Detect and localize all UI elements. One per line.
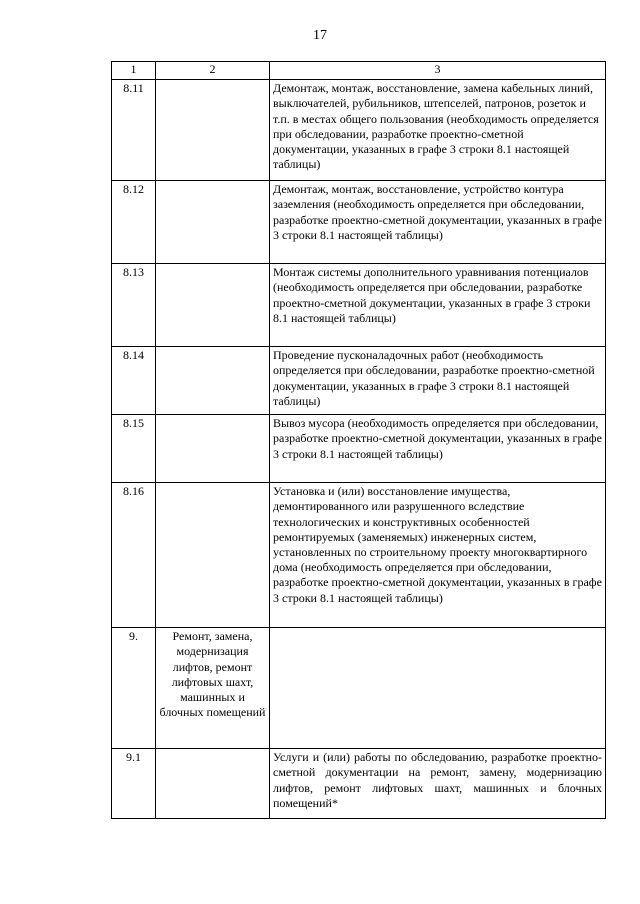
table-header-row [112, 62, 606, 80]
row-description: Услуги и (или) работы по обследованию, разработке проектно-сметной документации на ремонт, замену, модернизацию лифтов, ремонт лифтовых шахт, машинных и блочных помещений* [270, 749, 606, 819]
row-description: Демонтаж, монтаж, восстановление, устройство контура заземления (необходимость определяется при обследовании, разработке проектно-сметной документации, указанных в графе 3 строки 8.1 настоящей таблицы) [270, 181, 606, 264]
row-number: 8.16 [112, 483, 156, 628]
row-number: 8.11 [112, 80, 156, 181]
row-number: 9.1 [112, 749, 156, 819]
row-number: 8.14 [112, 347, 156, 415]
table-row [112, 347, 606, 415]
table-row [112, 80, 606, 181]
row-description [270, 628, 606, 749]
row-description: Вывоз мусора (необходимость определяется при обследовании, разработке проектно-сметной документации, указанных в графе 3 строки 8.1 настоящей таблицы) [270, 415, 606, 483]
row-number: 9. [112, 628, 156, 749]
header-cell-2: 2 [156, 62, 270, 80]
row-number: 8.15 [112, 415, 156, 483]
works-table [111, 61, 606, 819]
table-row [112, 749, 606, 819]
row-name [156, 347, 270, 415]
row-name [156, 264, 270, 347]
row-number: 8.13 [112, 264, 156, 347]
table-row [112, 264, 606, 347]
header-cell-1: 1 [112, 62, 156, 80]
row-description: Проведение пусконаладочных работ (необходимость определяется при обследовании, разработке проектно-сметной документации, указанных в графе 3 строки 8.1 настоящей таблицы) [270, 347, 606, 415]
row-name [156, 181, 270, 264]
table-row [112, 181, 606, 264]
row-description: Демонтаж, монтаж, восстановление, замена кабельных линий, выключателей, рубильников, штепселей, патронов, розеток и т.п. в местах общего пользования (необходимость определяется при обследовании, разработке проектно-сметной документации, указанных в графе 3 строки 8.1 настоящей таблицы) [270, 80, 606, 181]
page-number: 17 [313, 28, 327, 43]
row-description: Установка и (или) восстановление имущества, демонтированного или разрушенного вследствие технологических и конструктивных особенностей ремонтируемых (заменяемых) инженерных систем, установленных по строительному проекту многоквартирного дома (необходимость определяется при обследовании, разработке проектно-сметной документации, указанных в графе 3 строки 8.1 настоящей таблицы) [270, 483, 606, 628]
table-row [112, 483, 606, 628]
row-number: 8.12 [112, 181, 156, 264]
row-name [156, 749, 270, 819]
header-cell-3: 3 [270, 62, 606, 80]
row-name [156, 483, 270, 628]
row-name [156, 415, 270, 483]
table-row [112, 415, 606, 483]
row-name: Ремонт, замена, модернизация лифтов, ремонт лифтовых шахт, машинных и блочных помещений [156, 628, 270, 749]
row-description: Монтаж системы дополнительного уравнивания потенциалов (необходимость определяется при обследовании, разработке проектно-сметной документации, указанных в графе 3 строки 8.1 настоящей таблицы) [270, 264, 606, 347]
row-name [156, 80, 270, 181]
table-row [112, 628, 606, 749]
